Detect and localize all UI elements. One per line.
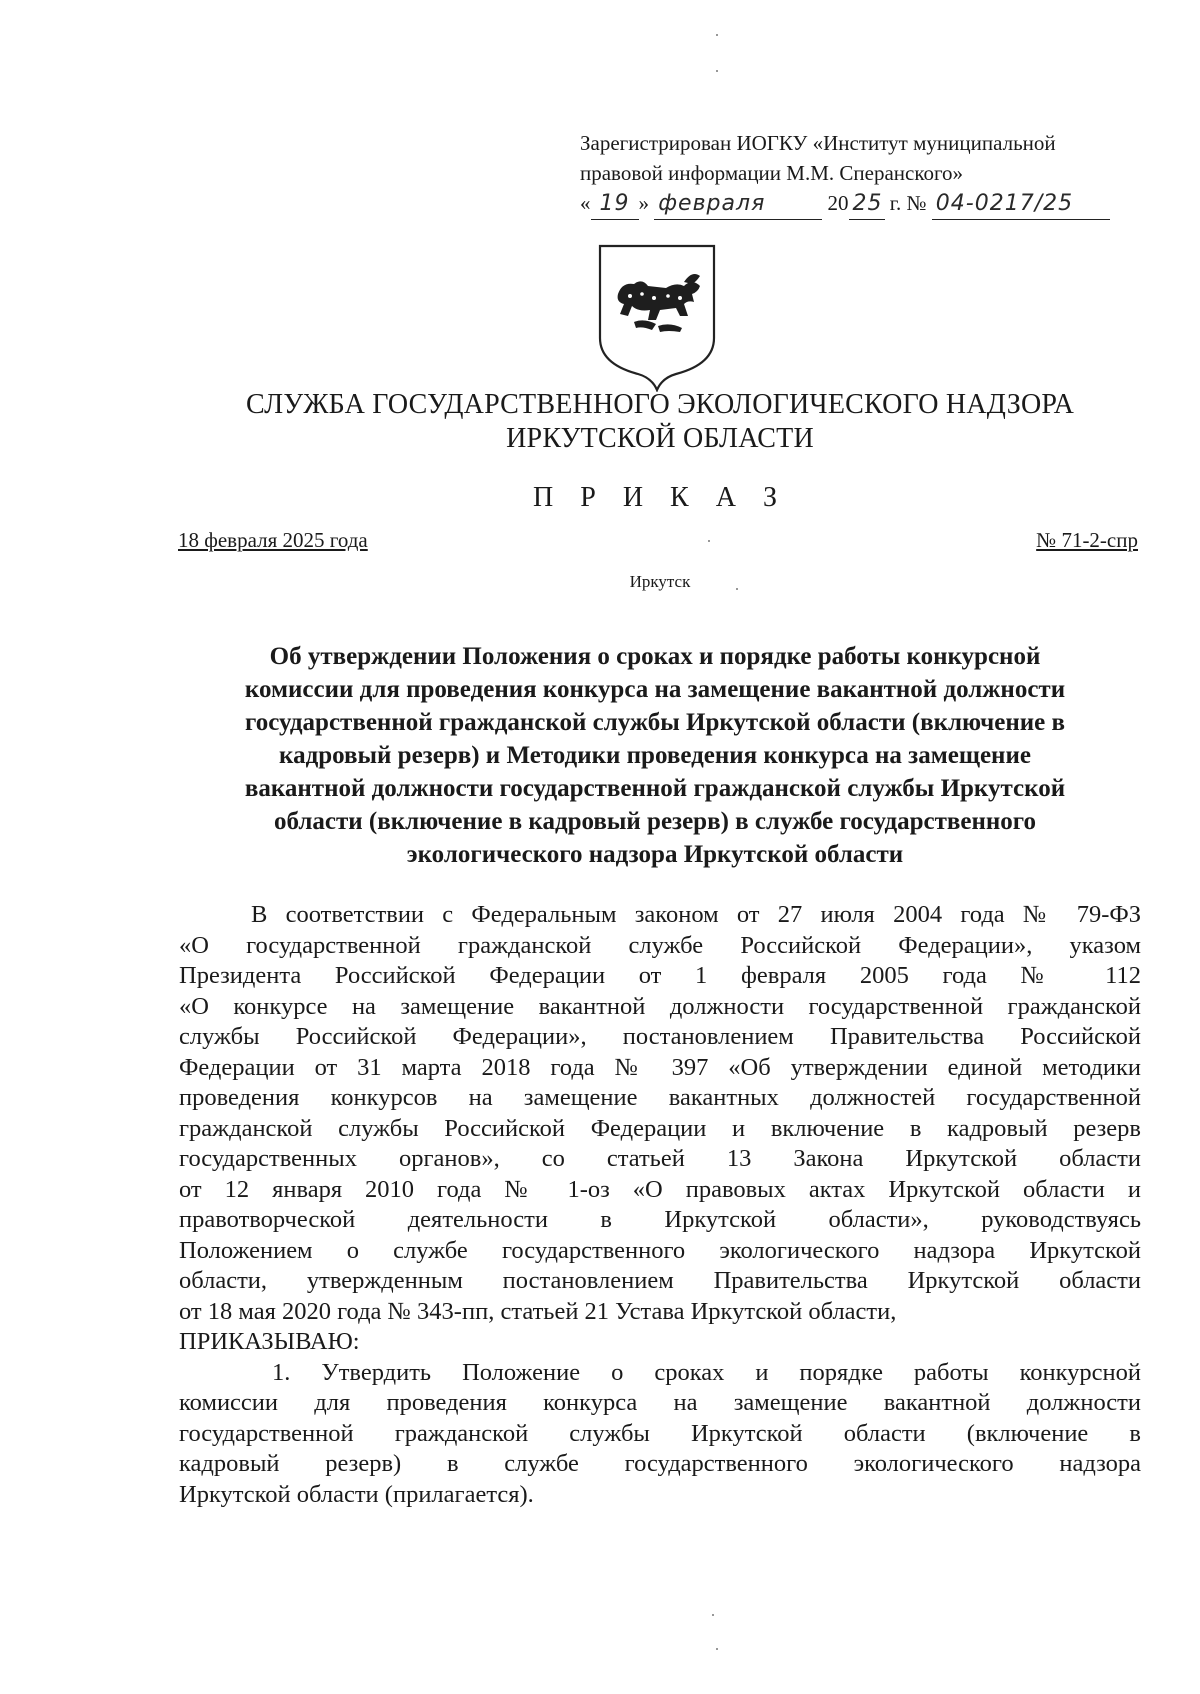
- title-line: государственной гражданской службы Иркутской области (включение в: [244, 709, 1066, 736]
- scan-speck: [716, 70, 718, 72]
- title-line: экологического надзора Иркутской области: [406, 841, 904, 868]
- body-line: «О конкурсе на замещение вакантной должности государственной гражданской: [179, 992, 1141, 1020]
- scan-speck: [708, 540, 710, 542]
- registration-line-1: Зарегистрирован ИОГКУ «Институт муниципальной: [580, 131, 1056, 155]
- body-line: Иркутской области (прилагается).: [179, 1480, 534, 1508]
- document-date: 18 февраля 2025 года: [178, 528, 368, 552]
- body-line: «О государственной гражданской службе Российской Федерации», указом: [179, 931, 1141, 959]
- body-line: государственной гражданской службы Иркутской области (включение в: [179, 1419, 1141, 1447]
- order-directive: ПРИКАЗЫВАЮ:: [179, 1328, 360, 1355]
- registration-quote-close: »: [638, 191, 649, 215]
- document-type: П Р И К А З: [533, 482, 787, 513]
- registration-year-prefix: 20: [827, 191, 849, 215]
- body-line: от 12 января 2010 года № 1-оз «О правовых актах Иркутской области и: [179, 1175, 1141, 1203]
- organization-name: [0, 388, 1200, 456]
- registration-year-postfix: г. №: [889, 191, 927, 215]
- body-line: Федерации от 31 марта 2018 года № 397 «Об утверждении единой методики: [179, 1053, 1141, 1081]
- body-line: от 18 мая 2020 года № 343-пп, статьей 21 Устава Иркутской области,: [179, 1297, 897, 1325]
- title-line: комиссии для проведения конкурса на замещение вакантной должности: [244, 676, 1066, 703]
- body-line: правотворческой деятельности в Иркутской области», руководствуясь: [179, 1206, 1141, 1233]
- scan-speck: [716, 34, 718, 36]
- scan-speck: [716, 1648, 718, 1650]
- scan-speck: [712, 1614, 714, 1616]
- document-city: Иркутск: [629, 572, 691, 591]
- body-line: В соответствии с Федеральным законом от 27 июля 2004 года № 79-ФЗ: [251, 901, 1141, 928]
- registration-year-handwritten: 25: [849, 189, 885, 220]
- organization-line-2: ИРКУТСКОЙ ОБЛАСТИ: [506, 423, 814, 454]
- registration-stamp: [580, 128, 1140, 220]
- title-line: вакантной должности государственной гражданской службы Иркутской: [244, 775, 1066, 802]
- order-item-1: 1. Утвердить Положение о сроках и порядке работы конкурсной: [272, 1358, 1141, 1386]
- title-line: области (включение в кадровый резерв) в службе государственного: [273, 808, 1037, 835]
- body-line: службы Российской Федерации», постановлением Правительства Российской: [179, 1023, 1141, 1050]
- document-body: [179, 900, 1141, 1510]
- body-line: гражданской службы Российской Федерации и включение в кадровый резерв: [179, 1114, 1141, 1142]
- organization-line-1: СЛУЖБА ГОСУДАРСТВЕННОГО ЭКОЛОГИЧЕСКОГО НАДЗОРА: [245, 389, 1075, 420]
- title-line: кадровый резерв) и Методики проведения конкурса на замещение: [279, 742, 1031, 769]
- body-line: комиссии для проведения конкурса на замещение вакантной должности: [179, 1389, 1141, 1416]
- registration-date-line: [580, 188, 1140, 220]
- body-line: кадровый резерв) в службе государственного экологического надзора: [179, 1450, 1141, 1477]
- registration-month-handwritten: февраля: [654, 189, 822, 220]
- registration-line-2: правовой информации М.М. Сперанского»: [580, 161, 964, 185]
- scan-speck: [736, 588, 738, 590]
- document-title: [170, 640, 1140, 871]
- registration-number-handwritten: 04-0217/25: [932, 189, 1110, 220]
- registration-day-handwritten: 19: [591, 189, 639, 220]
- body-line: Положением о службе государственного экологического надзора Иркутской: [179, 1236, 1141, 1264]
- body-line: Президента Российской Федерации от 1 февраля 2005 года № 112: [179, 962, 1141, 989]
- body-line: области, утвержденным постановлением Правительства Иркутской области: [179, 1267, 1141, 1294]
- body-line: проведения конкурсов на замещение вакантных должностей государственной: [179, 1084, 1141, 1111]
- irkutsk-coat-of-arms-icon: [596, 242, 718, 392]
- title-line: Об утверждении Положения о сроках и порядке работы конкурсной: [269, 643, 1041, 670]
- body-line: государственных органов», со статьей 13 Закона Иркутской области: [179, 1145, 1141, 1172]
- registration-quote-open: «: [580, 191, 591, 215]
- document-number: № 71-2-спр: [1036, 528, 1138, 552]
